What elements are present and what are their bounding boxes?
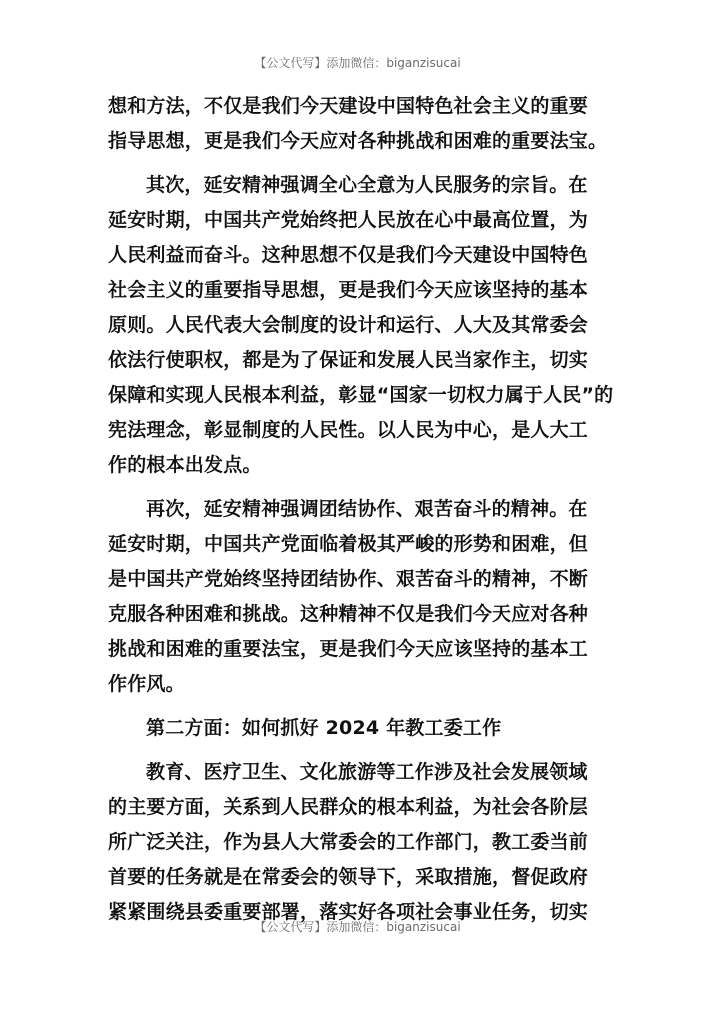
text-line: 所广泛关注，作为县人大常委会的工作部门，教工委当前 — [108, 831, 589, 853]
page-footer-watermark: 【公文代写】添加微信：biganzisucai — [254, 920, 461, 934]
text-line: 紧紧围绕县委重要部署，落实好各项社会事业任务，切实 — [108, 901, 589, 923]
text-line: 再次，延安精神强调团结协作、艰苦奋斗的精神。在 — [146, 498, 588, 520]
text-line: 挑战和困难的重要法宝，更是我们今天应该坚持的基本工 — [108, 638, 589, 660]
text-line: 的主要方面，关系到人民群众的根本利益，为社会各阶层 — [108, 796, 589, 818]
text-line: 保障和实现人民根本利益，彰显“国家一切权力属于人民”的 — [108, 384, 614, 406]
section-heading — [108, 711, 608, 746]
text-line: 是中国共产党始终坚持团结协作、艰苦奋斗的精神，不断 — [108, 568, 589, 590]
text-line: 社会主义的重要指导思想，更是我们今天应该坚持的基本 — [108, 279, 589, 301]
document-body — [108, 89, 614, 930]
heading-line: 第二方面：如何抓好 2024 年教工委工作 — [146, 717, 502, 739]
text-line: 其次，延安精神强调全心全意为人民服务的宗旨。在 — [146, 174, 588, 196]
text-line: 人民利益而奋斗。这种思想不仅是我们今天建设中国特色 — [108, 244, 589, 266]
text-line: 首要的任务就是在常委会的领导下，采取措施，督促政府 — [108, 866, 589, 888]
paragraph-1 — [108, 89, 608, 159]
paragraph-2 — [108, 168, 614, 483]
text-line: 克服各种困难和挑战。这种精神不仅是我们今天应对各种 — [108, 603, 589, 625]
text-line: 原则。人民代表大会制度的设计和运行、人大及其常委会 — [108, 314, 589, 336]
paragraph-3 — [108, 492, 608, 702]
page-header-watermark: 【公文代写】添加微信：biganzisucai — [254, 56, 461, 70]
text-line: 宪法理念，彰显制度的人民性。以人民为中心，是人大工 — [108, 419, 589, 441]
text-line: 作作风。 — [108, 673, 185, 695]
text-line: 教育、医疗卫生、文化旅游等工作涉及社会发展领域 — [146, 761, 588, 783]
text-line: 延安时期，中国共产党始终把人民放在心中最高位置，为 — [108, 209, 589, 231]
text-line: 依法行使职权，都是为了保证和发展人民当家作主，切实 — [108, 349, 589, 371]
text-line: 指导思想，更是我们今天应对各种挑战和困难的重要法宝。 — [108, 130, 608, 152]
paragraph-4 — [108, 755, 608, 930]
text-line: 延安时期，中国共产党面临着极其严峻的形势和困难，但 — [108, 533, 589, 555]
text-line: 想和方法，不仅是我们今天建设中国特色社会主义的重要 — [108, 95, 589, 117]
text-line: 作的根本出发点。 — [108, 454, 262, 476]
